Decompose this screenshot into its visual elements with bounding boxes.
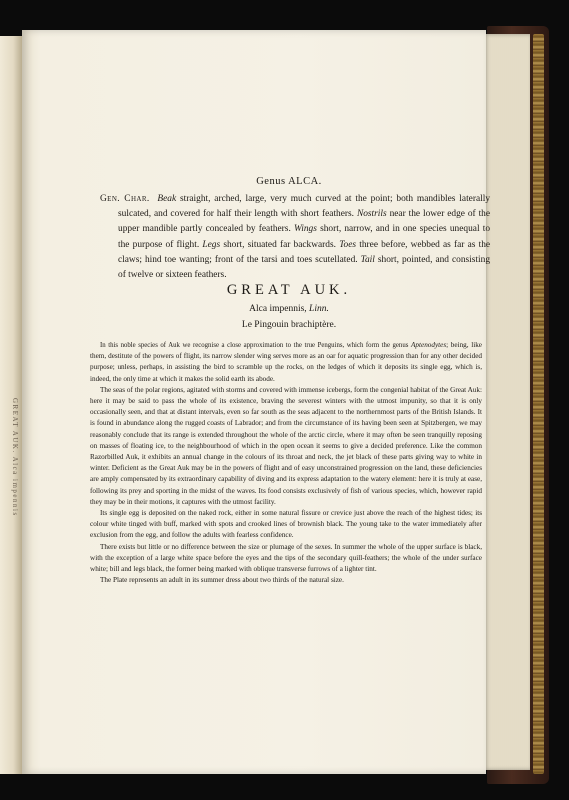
beak-text: straight, arched, large, very much curved at the point; both mandibles laterally sulcated, and covered for half their length with short feathers. (118, 194, 491, 220)
generic-characters (100, 192, 490, 283)
left-margin-text: GREAT AUK. Alca impennis (11, 398, 19, 517)
latin-name-line (94, 304, 484, 314)
genus-heading: Genus ALCA. (256, 176, 322, 187)
paragraph-1-a: In this noble species of Auk we recognise a close approximation to the true Penguins, which form the genus (100, 342, 409, 349)
page-edges (484, 34, 530, 770)
paragraph-4: There exists but little or no difference between the size or plumage of the sexes. In summer the whole of the upper surface is black, with the exception of a large white space before the eyes and the tips of the secondary quill-feathers; the whole of the under surface white; bill and legs black, the former being marked with oblique transverse furrows of a lighter tint. (90, 542, 482, 574)
paragraph-1 (90, 340, 482, 385)
body-text (90, 340, 482, 586)
french-name: Le Pingouin brachiptère. (241, 320, 337, 330)
paragraph-1-b: ; being, like them, destitute of the powers of flight, its narrow slender wing serves more as an oar for aquatic progression than for any other decided purpose; unless, perhaps, in assisting the bird to scramble up the rocks, on the ledges of which it deposits its single egg, which is, indeed, the only time at which it makes the solid earth its abode. (90, 341, 482, 383)
toes-text: three before, webbed as far as the claws; hind toe wanting; front of the tarsi and toes scutellated. (118, 239, 491, 265)
paragraph-2: The seas of the polar regions, agitated with storms and covered with immense icebergs, form the congenial habitat of the Great Auk: here it may be said to pass the whole of its existence, braving the severest winters with the utmost impunity, so that it is only occasionally seen, and that at distant intervals, even so far south as the seas adjacent to the northernmost parts of the British Islands. It is found in abundance along the rugged coasts of Labrador; and from the circumstance of its having been seen at Spitzbergen, we may reasonably conclude that its range is extended throughout the whole of the arctic circle, where it may often be seen tranquilly reposing on masses of floating ice, to the neighbourhood of which in the open ocean it seems to give a decided preference. Like the common Razorbilled Auk, it exhibits an annual change in the colours of its throat and neck, the jet black of these parts giving way to white in winter. Deficient as the Great Auk may be in the powers of flight and of easy unconstrained progression on the land, these deficiencies are amply compensated by its extraordinary capability of diving and its express adaptation to the watery element: here it is truly at ease, following its prey and sporting in the midst of the waves. Its food consists exclusively of fish of various species, which, however rapid they may be in their motions, it captures with the utmost facility. (90, 385, 482, 506)
tail-term: Tail (360, 254, 375, 265)
genus-aptenodytes: Aptenodytes (411, 341, 447, 349)
latin-authority: Linn. (309, 304, 329, 314)
legs-text: short, situated far backwards. (223, 239, 336, 250)
legs-term: Legs (202, 239, 221, 250)
gen-char-label: Gen. Char. (100, 194, 150, 204)
wings-term: Wings (293, 224, 317, 235)
latin-name: Alca impennis, (249, 304, 307, 314)
left-page (0, 36, 22, 774)
nostrils-term: Nostrils (356, 209, 387, 220)
right-page (22, 30, 491, 774)
species-title: GREAT AUK. (226, 282, 352, 298)
paragraph-5: The Plate represents an adult in its summer dress about two thirds of the natural size. (100, 576, 344, 585)
nostrils-text: near the lower edge of the upper mandible partly concealed by feathers. (118, 209, 491, 235)
tail-text: short, pointed, and consisting of twelve or sixteen feathers. (118, 254, 491, 281)
toes-term: Toes (339, 239, 357, 250)
paragraph-3: Its single egg is deposited on the naked rock, either in some natural fissure or crevice just above the reach of the highest tides; its colour white tinged with buff, marked with spots and crooked lines of brownish black. The young take to the water immediately after exclusion from the egg, and follow the adults with fearless confidence. (90, 509, 482, 540)
beak-term: Beak (157, 194, 177, 204)
wings-text: short, narrow, and in one species unequal to the purpose of flight. (118, 224, 491, 250)
cover-gilt-border (533, 34, 544, 774)
